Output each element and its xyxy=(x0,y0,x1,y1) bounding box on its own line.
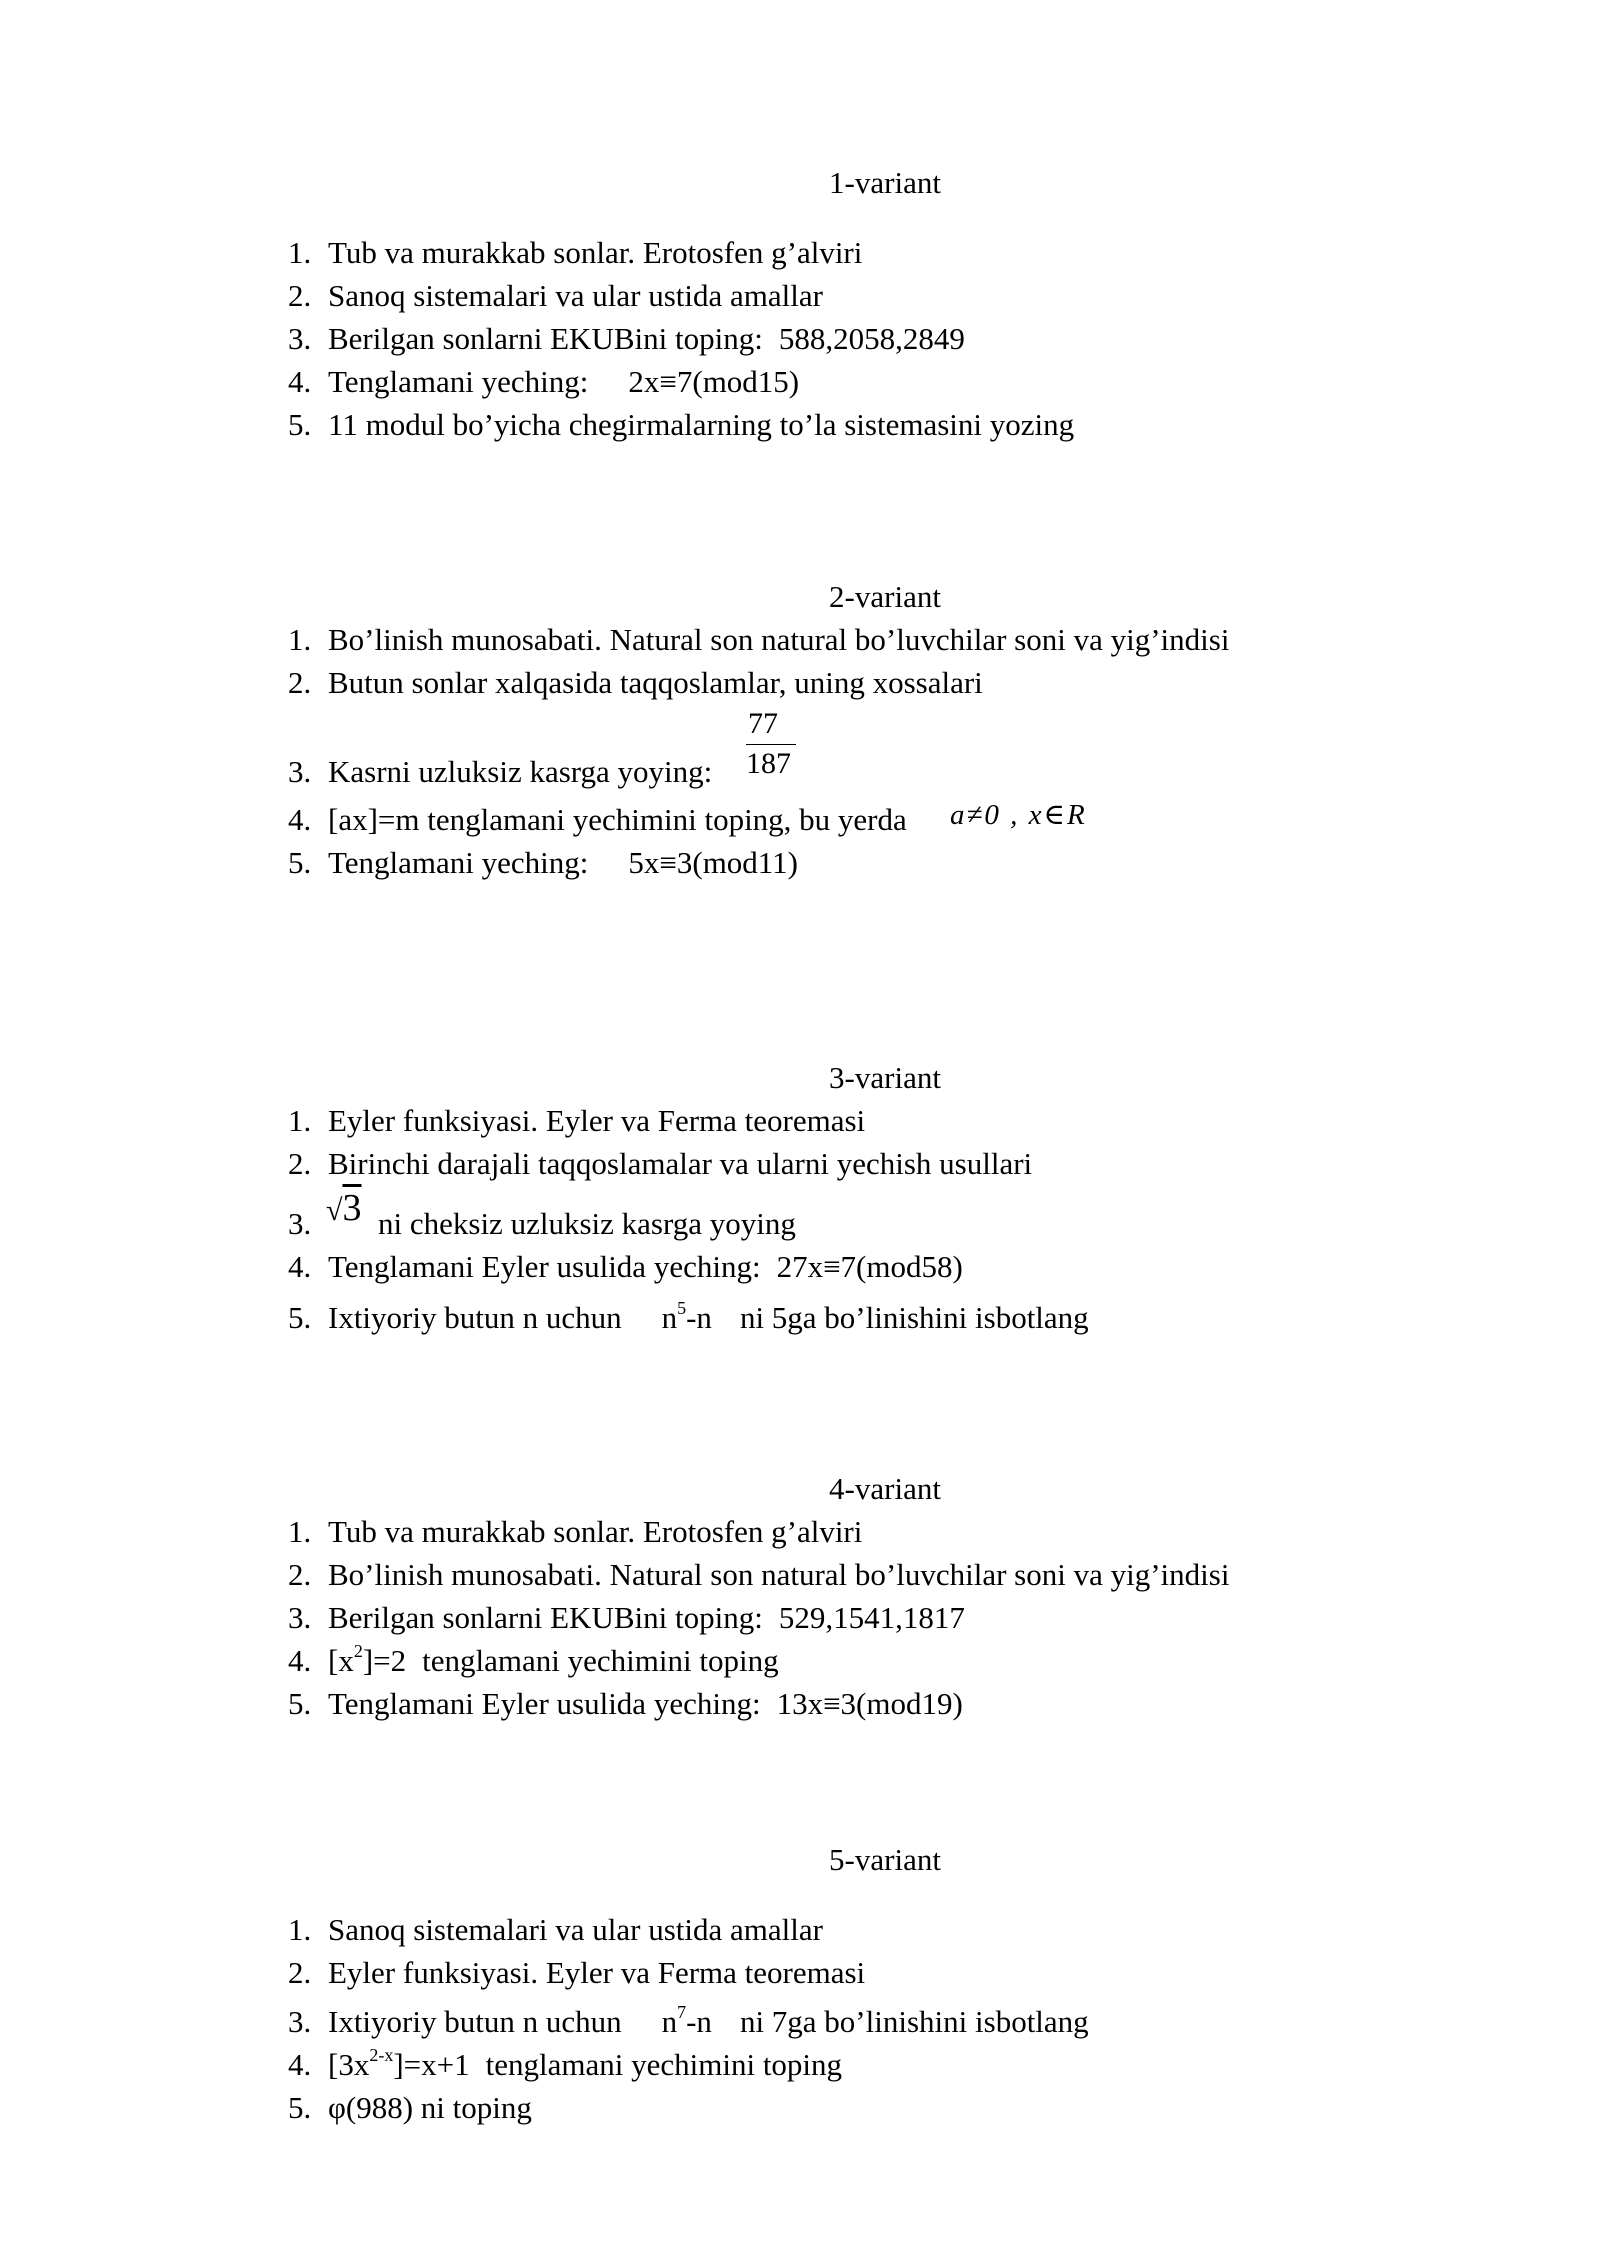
list-item xyxy=(288,752,712,792)
item-text: Tub va murakkab sonlar. Erotosfen g’alviri xyxy=(328,235,863,270)
square-root xyxy=(326,1186,361,1233)
item-text-rest: ni 5ga bo’linishini isbotlang xyxy=(739,1300,1089,1335)
list-item xyxy=(288,1598,965,1638)
list-item xyxy=(288,1298,1089,1338)
fraction-numerator: 77 xyxy=(748,707,778,740)
item-text: Tenglamani Eyler usulida yeching: xyxy=(328,1686,761,1721)
item-text: Tub va murakkab sonlar. Erotosfen g’alviri xyxy=(328,1514,863,1549)
power-base: n xyxy=(661,1300,678,1335)
item-number: 1. xyxy=(288,1103,312,1138)
expr-pre: [x xyxy=(328,1643,354,1678)
item-text: Tenglamani yeching: xyxy=(328,845,589,880)
item-number: 3. xyxy=(288,2004,312,2039)
expr-post: ]=x+1 xyxy=(393,2047,470,2082)
power-tail: -n xyxy=(686,1300,712,1335)
list-item xyxy=(288,663,983,703)
item-number: 2. xyxy=(288,665,312,700)
power-tail: -n xyxy=(686,2004,712,2039)
list-item xyxy=(288,1555,1229,1595)
variant-title: 3-variant xyxy=(829,1060,941,1095)
item-number: 4. xyxy=(288,1643,312,1678)
list-item xyxy=(288,2002,1089,2042)
list-item xyxy=(288,1101,865,1141)
item-number: 3. xyxy=(288,1206,312,1241)
expr-post: ]=2 xyxy=(362,1643,407,1678)
item-text: Eyler funksiyasi. Eyler va Ferma teoremasi xyxy=(328,1103,866,1138)
list-item xyxy=(288,233,862,273)
item-number: 4. xyxy=(288,2047,312,2082)
list-item xyxy=(288,1144,1032,1184)
list-item xyxy=(288,1512,862,1552)
list-item xyxy=(288,1953,865,1993)
item-text: Berilgan sonlarni EKUBini toping: xyxy=(328,1600,763,1635)
fraction-bar xyxy=(746,744,796,745)
radical-sign-icon: √ xyxy=(326,1194,343,1227)
item-number: 3. xyxy=(288,1600,312,1635)
list-item xyxy=(288,1910,823,1950)
item-number: 2. xyxy=(288,1955,312,1990)
power-exponent: 2-x xyxy=(369,2045,394,2065)
item-number: 5. xyxy=(288,407,312,442)
item-text: Ixtiyoriy butun n uchun xyxy=(328,1300,622,1335)
item-text: ni cheksiz uzluksiz kasrga yoying xyxy=(378,1206,796,1241)
item-value: 588,2058,2849 xyxy=(778,321,965,356)
item-number: 4. xyxy=(288,1249,312,1284)
fraction-denominator: 187 xyxy=(746,747,791,780)
item-value: 13x≡3(mod19) xyxy=(776,1686,963,1721)
item-text: Sanoq sistemalari va ular ustida amallar xyxy=(328,278,823,313)
list-item xyxy=(288,620,1229,660)
power-base: n xyxy=(661,2004,678,2039)
item-text: [ax]=m tenglamani yechimini toping, bu yerda xyxy=(328,802,907,837)
list-item xyxy=(288,1247,963,1287)
item-number: 1. xyxy=(288,1514,312,1549)
item-number: 1. xyxy=(288,235,312,270)
power-exponent: 2 xyxy=(353,1641,363,1661)
item-number: 5. xyxy=(288,1686,312,1721)
power-exponent: 7 xyxy=(677,2002,687,2022)
item-number: 2. xyxy=(288,1146,312,1181)
item-text: Kasrni uzluksiz kasrga yoying: xyxy=(328,754,713,789)
power-exponent: 5 xyxy=(677,1298,687,1318)
item-text: Bo’linish munosabati. Natural son natural bo’luvchilar soni va yig’indisi xyxy=(328,1557,1230,1592)
item-number: 5. xyxy=(288,2090,312,2125)
item-text: Tenglamani yeching: xyxy=(328,364,589,399)
item-text: tenglamani yechimini toping xyxy=(485,2047,843,2082)
list-item xyxy=(288,2088,532,2128)
item-number: 1. xyxy=(288,1912,312,1947)
list-item xyxy=(288,405,1074,445)
item-number: 4. xyxy=(288,364,312,399)
item-text: Birinchi darajali taqqoslamalar va ularni yechish usullari xyxy=(328,1146,1033,1181)
item-text: Bo’linish munosabati. Natural son natural bo’luvchilar soni va yig’indisi xyxy=(328,622,1230,657)
item-text: Berilgan sonlarni EKUBini toping: xyxy=(328,321,763,356)
item-value: 27x≡7(mod58) xyxy=(776,1249,963,1284)
list-item xyxy=(288,843,798,883)
expr-pre: [3x xyxy=(328,2047,370,2082)
item-number: 3. xyxy=(288,754,312,789)
item-value: 5x≡3(mod11) xyxy=(628,845,798,880)
item-number: 2. xyxy=(288,1557,312,1592)
item-value: 529,1541,1817 xyxy=(778,1600,965,1635)
item-text: φ(988) ni toping xyxy=(328,2090,532,2125)
item-text: 11 modul bo’yicha chegirmalarning to’la sistemasini yozing xyxy=(328,407,1075,442)
math-condition xyxy=(950,794,1087,835)
item-text: Ixtiyoriy butun n uchun xyxy=(328,2004,622,2039)
item-text: Tenglamani Eyler usulida yeching: xyxy=(328,1249,761,1284)
item-number: 2. xyxy=(288,278,312,313)
item-text: Butun sonlar xalqasida taqqoslamlar, uning xossalari xyxy=(328,665,983,700)
item-number: 4. xyxy=(288,802,312,837)
list-item xyxy=(288,362,799,402)
list-item xyxy=(288,1204,796,1244)
list-item xyxy=(288,2045,842,2085)
variant-title: 1-variant xyxy=(829,165,941,200)
math-expression: a≠0 , x∈R xyxy=(950,799,1087,831)
item-number: 3. xyxy=(288,321,312,356)
item-number: 1. xyxy=(288,622,312,657)
list-item xyxy=(288,1641,779,1681)
item-number: 5. xyxy=(288,845,312,880)
variant-title: 4-variant xyxy=(829,1471,941,1506)
variant-title: 5-variant xyxy=(829,1842,941,1877)
item-text-rest: ni 7ga bo’linishini isbotlang xyxy=(739,2004,1089,2039)
radicand: 3 xyxy=(342,1187,362,1229)
item-text: Sanoq sistemalari va ular ustida amallar xyxy=(328,1912,823,1947)
list-item xyxy=(288,1684,963,1724)
item-value: 2x≡7(mod15) xyxy=(628,364,800,399)
list-item xyxy=(288,800,907,840)
item-text: tenglamani yechimini toping xyxy=(422,1643,779,1678)
item-number: 5. xyxy=(288,1300,312,1335)
list-item xyxy=(288,276,823,316)
item-text: Eyler funksiyasi. Eyler va Ferma teoremasi xyxy=(328,1955,866,1990)
list-item xyxy=(288,319,965,359)
variant-title: 2-variant xyxy=(829,579,941,614)
